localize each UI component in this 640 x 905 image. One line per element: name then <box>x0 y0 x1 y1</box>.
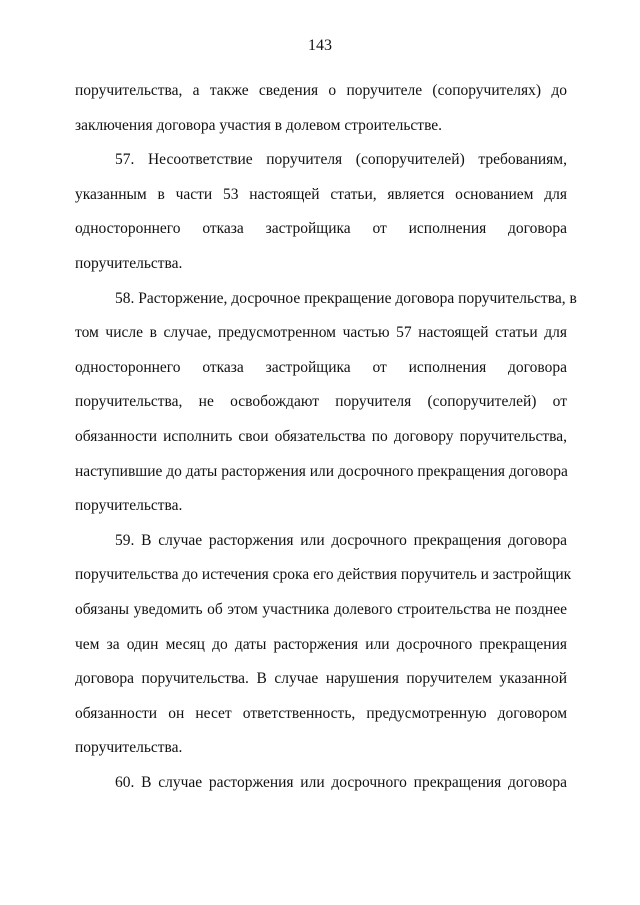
page-number: 143 <box>308 37 332 54</box>
text-line: 58. Расторжение, досрочное прекращение договора поручительства, в <box>115 289 577 307</box>
text-line: чем за один месяц до даты расторжения или досрочного прекращения <box>75 635 567 653</box>
document-body <box>75 74 577 800</box>
text-line: 57. Несоответствие поручителя (сопоручителей) требованиям, <box>115 151 567 169</box>
paragraph-58 <box>75 282 577 524</box>
paragraph-continuation <box>75 74 567 143</box>
text-line: обязанности он несет ответственность, предусмотренную договором <box>75 704 567 722</box>
text-line: 60. В случае расторжения или досрочного прекращения договора <box>115 773 567 791</box>
paragraph-57 <box>75 143 567 281</box>
text-line: указанным в части 53 настоящей статьи, является основанием для <box>75 185 567 203</box>
paragraph-59 <box>75 524 572 766</box>
paragraph-60 <box>75 766 567 801</box>
text-line: обязаны уведомить об этом участника долевого строительства не позднее <box>75 600 567 618</box>
text-line: поручительства. <box>75 497 183 515</box>
text-line: поручительства. <box>75 254 183 272</box>
text-line: том числе в случае, предусмотренном частью 57 настоящей статьи для <box>75 324 567 342</box>
text-line: наступившие до даты расторжения или досрочного прекращения договора <box>75 462 568 480</box>
text-line: поручительства до истечения срока его действия поручитель и застройщик <box>75 566 572 584</box>
text-line: одностороннего отказа застройщика от исполнения договора <box>75 220 567 238</box>
text-line: заключения договора участия в долевом строительстве. <box>75 116 443 134</box>
text-line: договора поручительства. В случае нарушения поручителем указанной <box>75 670 567 688</box>
text-line: одностороннего отказа застройщика от исполнения договора <box>75 358 567 376</box>
text-line: поручительства, не освобождают поручителя (сопоручителей) от <box>75 393 567 411</box>
text-line: обязанности исполнить свои обязательства по договору поручительства, <box>75 427 567 445</box>
text-line: поручительства, а также сведения о поручителе (сопоручителях) до <box>75 82 567 99</box>
text-line: 59. В случае расторжения или досрочного прекращения договора <box>115 531 567 549</box>
text-line: поручительства. <box>75 739 183 757</box>
